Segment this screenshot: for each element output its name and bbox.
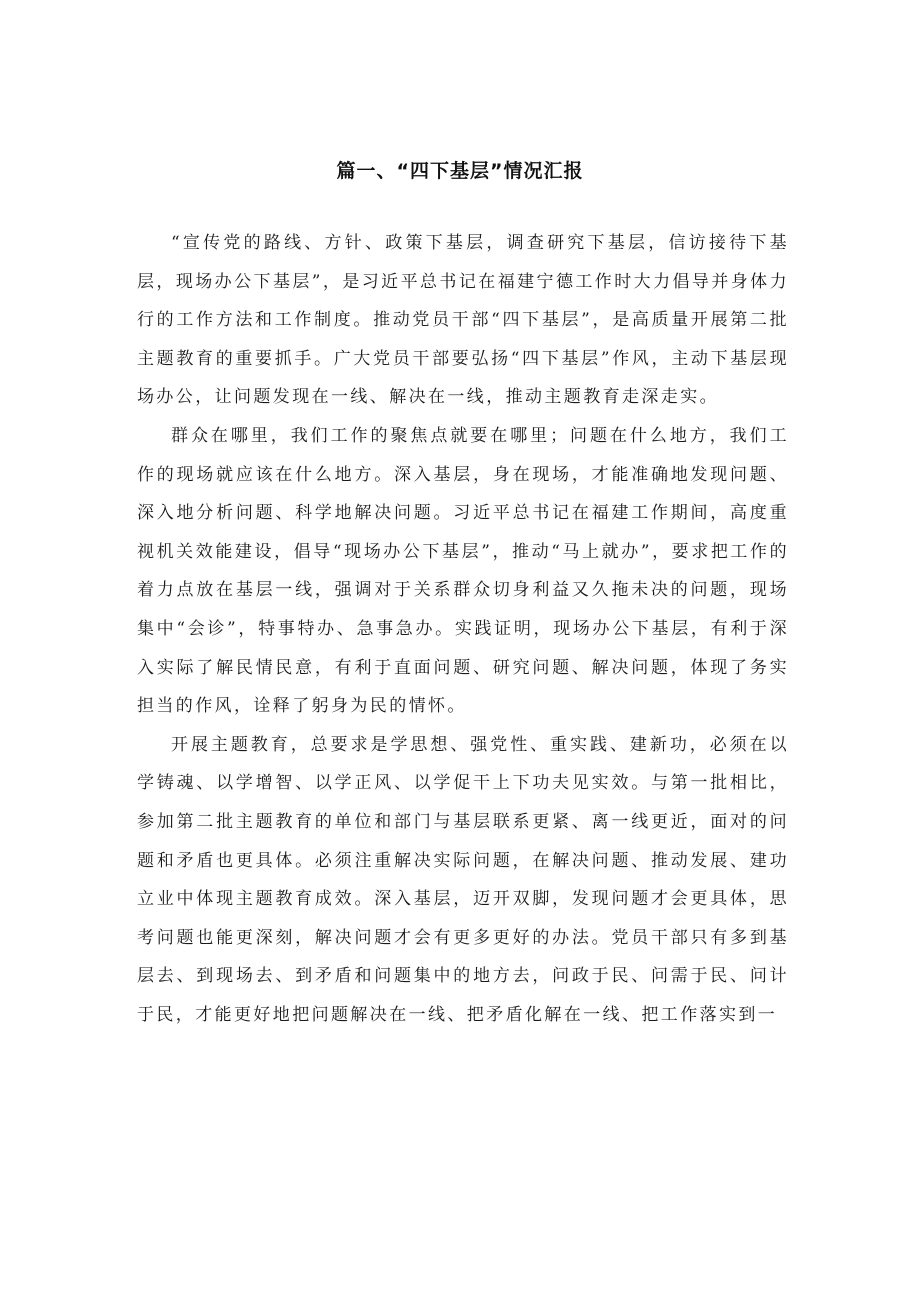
paragraph: 群众在哪里，我们工作的聚焦点就要在哪里；问题在什么地方，我们工作的现场就应该在什么地方。深入基层，身在现场，才能准确地发现问题、深入地分析问题、科学地解决问题。习近平总书记在福建工作期间，高度重视机关效能建设，倡导“现场办公下基层”，推动“马上就办”，要求把工作的着力点放在基层一线，强调对于关系群众切身利益又久拖未决的问题，现场集中“会诊”，特事特办、急事急办。实践证明，现场办公下基层，有利于深入实际了解民情民意，有利于直面问题、研究问题、解决问题，体现了务实担当的作风，诠释了躬身为民的情怀。 xyxy=(137,425,789,717)
paragraph: 开展主题教育，总要求是学思想、强党性、重实践、建新功，必须在以学铸魂、以学增智、以学正风、以学促干上下功夫见实效。与第一批相比，参加第二批主题教育的单位和部门与基层联系更紧、离一线更近，面对的问题和矛盾也更具体。必须注重解决实际问题，在解决问题、推动发展、建功立业中体现主题教育成效。深入基层，迈开双脚，发现问题才会更具体，思考问题也能更深刻，解决问题才会有更多更好的办法。党员干部只有多到基层去、到现场去、到矛盾和问题集中的地方去，问政于民、问需于民、问计于民，才能更好地把问题解决在一线、把矛盾化解在一线、把工作落实到一 xyxy=(137,734,789,1025)
document-title: 篇一、“四下基层”情况汇报 xyxy=(336,160,584,182)
paragraph: “宣传党的路线、方针、政策下基层，调查研究下基层，信访接待下基层，现场办公下基层”，是习近平总书记在福建宁德工作时大力倡导并身体力行的工作方法和工作制度。推动党员干部“四下基层”，是高质量开展第二批主题教育的重要抓手。广大党员干部要弘扬“四下基层”作风，主动下基层现场办公，让问题发现在一线、解决在一线，推动主题教育走深走实。 xyxy=(137,233,789,408)
document-body xyxy=(137,224,789,1034)
